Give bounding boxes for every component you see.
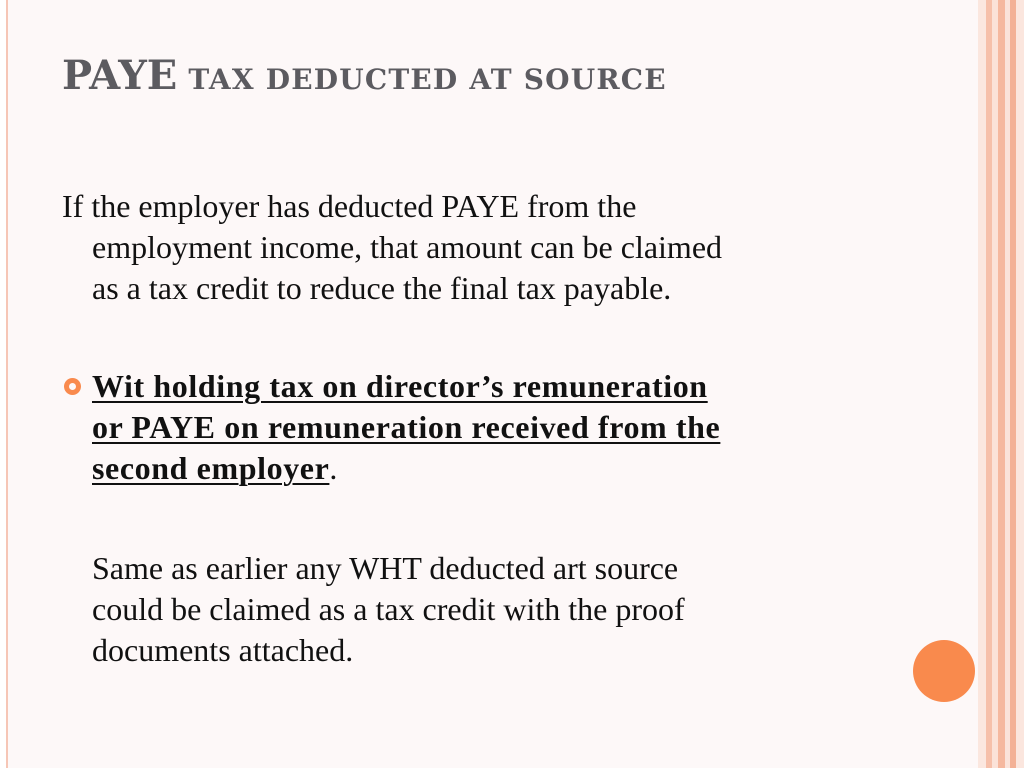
decorative-stripe <box>998 0 1005 768</box>
intro-line-3: as a tax credit to reduce the final tax payable. <box>92 270 672 306</box>
intro-line-1: If the employer has deducted PAYE from the <box>62 188 637 224</box>
decorative-stripe <box>1016 0 1024 768</box>
detail-line-2: could be claimed as a tax credit with the proof <box>92 591 685 627</box>
detail-line-1: Same as earlier any WHT deducted art source <box>92 550 679 586</box>
bullet-line-1: Wit holding tax on director’s remuneration <box>92 368 708 404</box>
slide-title <box>62 52 667 99</box>
bullet-line-3: second employer <box>92 450 330 486</box>
detail-line-3: documents attached. <box>92 632 354 668</box>
title-sub: TAX DEDUCTED AT SOURCE <box>188 63 667 96</box>
intro-line-2: employment income, that amount can be claimed <box>92 229 723 265</box>
decorative-stripe <box>978 0 986 768</box>
detail-paragraph <box>92 548 952 671</box>
bullet-line-2: or PAYE on remuneration received from the <box>92 409 721 445</box>
bullet-period: . <box>329 450 339 486</box>
intro-paragraph <box>62 186 922 309</box>
bullet-ring-icon <box>64 378 81 395</box>
title-main: PAYE <box>62 52 178 99</box>
bullet-heading <box>92 366 952 489</box>
